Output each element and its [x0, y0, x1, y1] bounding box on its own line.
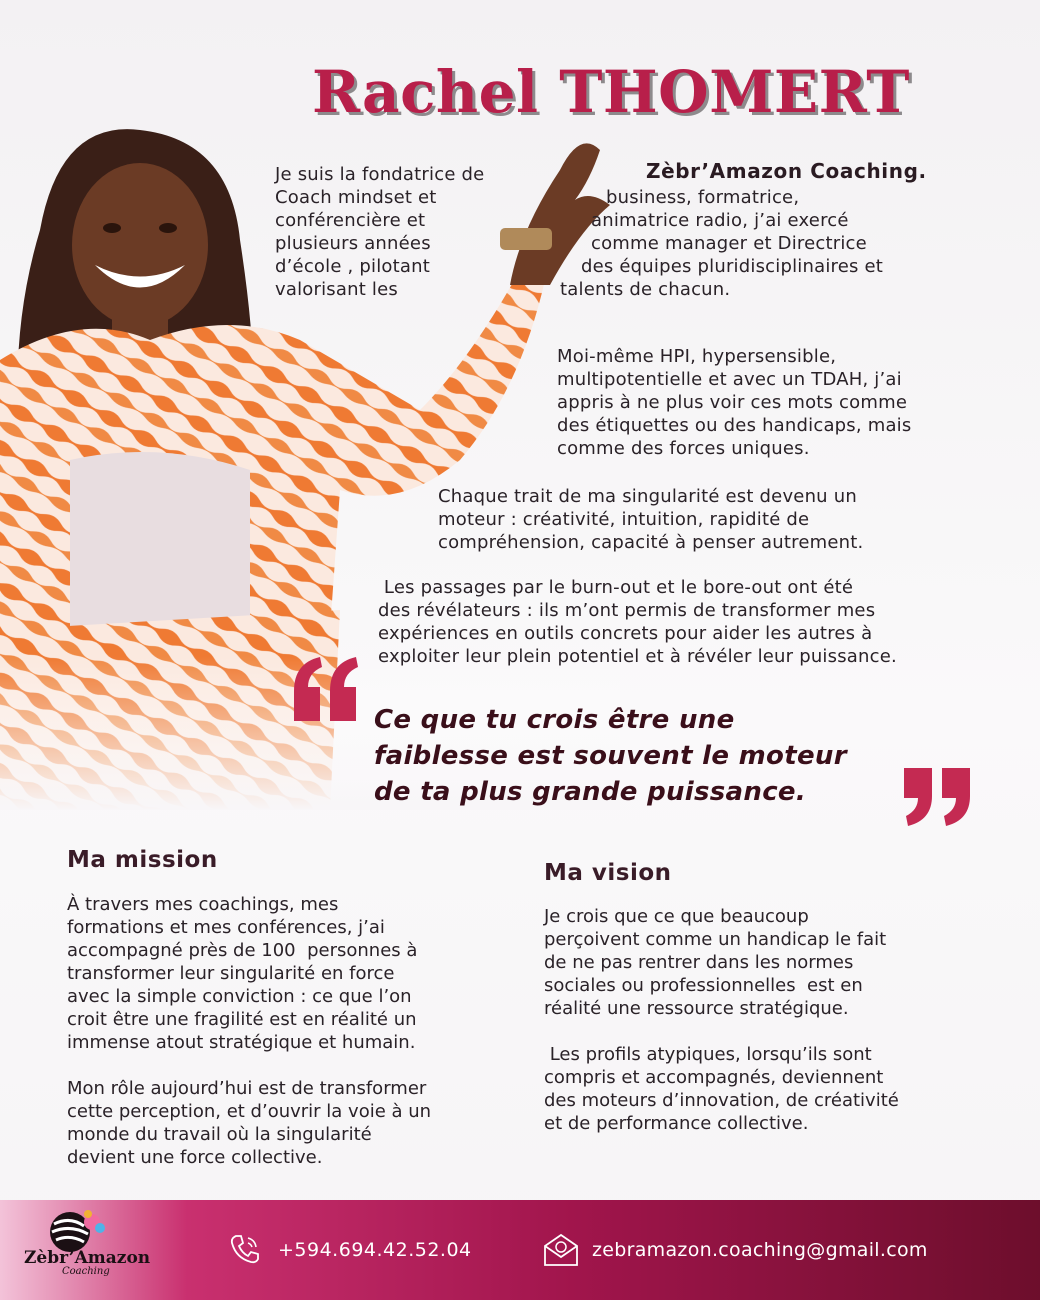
mission-title: Ma mission [67, 847, 218, 873]
vision-line: Je crois que ce que beaucoup [544, 906, 809, 927]
paragraph-line: Les passages par le burn-out et le bore-out ont été [378, 577, 854, 598]
paragraph-line: appris à ne plus voir ces mots comme [557, 392, 908, 413]
mission-line: À travers mes coachings, mes [67, 894, 339, 915]
vision-line: réalité une ressource stratégique. [544, 998, 849, 1019]
intro-left [275, 163, 535, 301]
intro-left-line: Je suis la fondatrice de [275, 164, 485, 185]
intro-left-line: d’école , pilotant [275, 256, 430, 277]
mission-line: Mon rôle aujourd’hui est de transformer [67, 1078, 427, 1099]
vision-text [544, 905, 994, 1135]
mission-line: transformer leur singularité en force [67, 963, 395, 984]
mission-line: avec la simple conviction : ce que l’on [67, 986, 412, 1007]
paragraph-hpi [557, 345, 997, 460]
paragraph-line: des révélateurs : ils m’ont permis de transformer mes [378, 600, 876, 621]
paragraph-line: expériences en outils concrets pour aider les autres à [378, 623, 873, 644]
vision-line: sociales ou professionnelles est en [544, 975, 863, 996]
paragraph-line: compréhension, capacité à penser autrement. [438, 532, 864, 553]
paragraph-burnout [378, 576, 1008, 668]
intro-left-line: conférencière et [275, 210, 426, 231]
paragraph-line: multipotentielle et avec un TDAH, j’ai [557, 369, 902, 390]
intro-right [560, 186, 1000, 301]
mission-text [67, 893, 517, 1169]
intro-left-line: Coach mindset et [275, 187, 437, 208]
logo-subtitle: Coaching [62, 1266, 110, 1277]
page-title: Rachel THOMERT [312, 58, 910, 126]
mission-line: cette perception, et d’ouvrir la voie à un [67, 1101, 432, 1122]
close-quote-icon [900, 768, 974, 826]
intro-right-line: animatrice radio, j’ai exercé [591, 210, 849, 231]
mission-line: accompagné près de 100 personnes à [67, 940, 418, 961]
paragraph-singularity [438, 485, 1008, 554]
phone-number[interactable]: +594.694.42.52.04 [278, 1239, 472, 1261]
intro-left-line: plusieurs années [275, 233, 431, 254]
mission-line: croit être une fragilité est en réalité un [67, 1009, 417, 1030]
paragraph-line: moteur : créativité, intuition, rapidité de [438, 509, 810, 530]
paragraph-line: Moi-même HPI, hypersensible, [557, 346, 837, 367]
phone-icon[interactable] [228, 1232, 262, 1266]
email-link[interactable]: zebramazon.coaching@gmail.com [592, 1239, 928, 1261]
vision-title: Ma vision [544, 860, 672, 886]
paragraph-line: comme des forces uniques. [557, 438, 810, 459]
mission-line: formations et mes conférences, j’ai [67, 917, 385, 938]
paragraph-line: Chaque trait de ma singularité est devenu un [438, 486, 857, 507]
quote [374, 702, 934, 810]
vision-line: perçoivent comme un handicap le fait [544, 929, 887, 950]
vision-line: des moteurs d’innovation, de créativité [544, 1090, 899, 1111]
logo-text: Zèbr’Amazon [24, 1248, 151, 1268]
mission-line: monde du travail où la singularité [67, 1124, 372, 1145]
intro-right-line: business, formatrice, [606, 187, 800, 208]
paragraph-line: des étiquettes ou des handicaps, mais [557, 415, 912, 436]
quote-line: faiblesse est souvent le moteur [374, 741, 847, 771]
brand-name: Zèbr’Amazon Coaching. [646, 159, 927, 183]
intro-right-line: comme manager et Directrice [591, 233, 867, 254]
mission-line: immense atout stratégique et humain. [67, 1032, 416, 1053]
vision-line: de ne pas rentrer dans les normes [544, 952, 854, 973]
vision-line: compris et accompagnés, deviennent [544, 1067, 884, 1088]
vision-line: Les profils atypiques, lorsqu’ils sont [544, 1044, 872, 1065]
mail-icon[interactable] [542, 1232, 580, 1268]
mission-line: devient une force collective. [67, 1147, 323, 1168]
paragraph-line: exploiter leur plein potentiel et à révéler leur puissance. [378, 646, 897, 667]
quote-line: Ce que tu crois être une [374, 705, 735, 735]
vision-line: et de performance collective. [544, 1113, 809, 1134]
open-quote-icon [290, 655, 360, 721]
intro-left-line: valorisant les [275, 279, 398, 300]
quote-line: de ta plus grande puissance. [374, 777, 807, 807]
intro-right-line: talents de chacun. [560, 279, 731, 300]
intro-right-line: des équipes pluridisciplinaires et [581, 256, 884, 277]
